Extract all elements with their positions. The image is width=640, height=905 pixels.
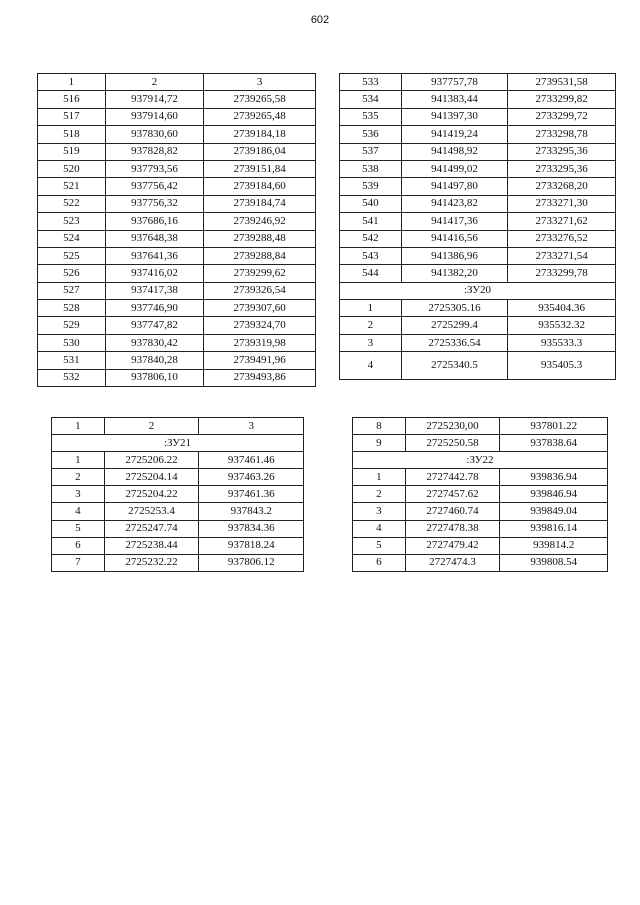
- table-cell: 6: [353, 554, 406, 571]
- table-cell: 939846.94: [500, 486, 608, 503]
- table-cell: 2733271,62: [508, 213, 616, 230]
- table-cell: 516: [38, 91, 106, 108]
- table-cell: 937686,16: [105, 213, 204, 230]
- table-cell: 542: [340, 230, 402, 247]
- table-cell: 937747,82: [105, 317, 204, 334]
- table-cell: 526: [38, 265, 106, 282]
- table-cell: 2739186,04: [204, 143, 316, 160]
- table-cell: 2739288,48: [204, 230, 316, 247]
- table-row: [340, 108, 616, 125]
- table-cell: 3: [340, 334, 402, 351]
- table-cell: 937830,60: [105, 126, 204, 143]
- table-cell: 2725204.22: [104, 486, 199, 503]
- table-cell: 3: [353, 503, 406, 520]
- table-row: [38, 282, 316, 299]
- table-row: [340, 160, 616, 177]
- table-cell: 937801.22: [500, 418, 608, 435]
- table-row: [353, 486, 608, 503]
- table-cell: 937756,42: [105, 178, 204, 195]
- table-cell: 937834.36: [199, 520, 304, 537]
- table-cell: 2: [353, 486, 406, 503]
- table-cell: 937828,82: [105, 143, 204, 160]
- table-cell: 7: [52, 554, 105, 571]
- table-cell: 2725250.58: [405, 435, 500, 452]
- table-cell: 939814.2: [500, 537, 608, 554]
- table-cell: 5: [52, 520, 105, 537]
- table-row: [52, 537, 304, 554]
- table-cell: 2739319,98: [204, 334, 316, 351]
- section-row: [52, 435, 304, 452]
- table-cell: 531: [38, 352, 106, 369]
- table-cell: 521: [38, 178, 106, 195]
- table-row: [52, 503, 304, 520]
- table-cell: 937641,36: [105, 247, 204, 264]
- table-row: [52, 554, 304, 571]
- table-cell: 532: [38, 369, 106, 386]
- table-cell: 2739531,58: [508, 74, 616, 91]
- table-cell: 536: [340, 126, 402, 143]
- table-cell: 937830,42: [105, 334, 204, 351]
- table-cell: 529: [38, 317, 106, 334]
- table-cell: 937914,72: [105, 91, 204, 108]
- table-cell: 2739326,54: [204, 282, 316, 299]
- table-cell: 524: [38, 230, 106, 247]
- table-cell: 4: [52, 503, 105, 520]
- table-cell: 519: [38, 143, 106, 160]
- table-cell: 5: [353, 537, 406, 554]
- table-cell: 937793,56: [105, 160, 204, 177]
- table-cell: 937416,02: [105, 265, 204, 282]
- table-row: [38, 265, 316, 282]
- table-cell: 937417,38: [105, 282, 204, 299]
- table-row: [38, 317, 316, 334]
- table-row: [52, 418, 304, 435]
- table-row: [353, 469, 608, 486]
- table-row: [52, 520, 304, 537]
- table-cell: 2725336.54: [401, 334, 508, 351]
- coordinates-table-bottom-left: [51, 417, 304, 572]
- table-row: [52, 452, 304, 469]
- table-cell: 2739265,58: [204, 91, 316, 108]
- table-cell: 2739151,84: [204, 160, 316, 177]
- table-cell: 941416,56: [401, 230, 508, 247]
- table-cell: 535: [340, 108, 402, 125]
- table-cell: 2739299,62: [204, 265, 316, 282]
- table-row: [340, 300, 616, 317]
- table-cell: 2727442.78: [405, 469, 500, 486]
- table-cell: 937757,78: [401, 74, 508, 91]
- table-cell: 2733295,36: [508, 143, 616, 160]
- table-cell: 2733276,52: [508, 230, 616, 247]
- section-label: :ЗУ20: [340, 282, 616, 299]
- table-cell: 1: [353, 469, 406, 486]
- table-row: [38, 334, 316, 351]
- table-cell: 941382,20: [401, 265, 508, 282]
- table-cell: 527: [38, 282, 106, 299]
- table-cell: 4: [340, 352, 402, 380]
- table-cell: 2725253.4: [104, 503, 199, 520]
- table-cell: 2733271,30: [508, 195, 616, 212]
- table-cell: 538: [340, 160, 402, 177]
- table-row: [340, 74, 616, 91]
- coordinates-table-top-right: [339, 73, 616, 380]
- table-row: [340, 213, 616, 230]
- table-cell: 2: [104, 418, 199, 435]
- section-label: :ЗУ21: [52, 435, 304, 452]
- table-cell: 8: [353, 418, 406, 435]
- table-cell: 540: [340, 195, 402, 212]
- table-cell: 939808.54: [500, 554, 608, 571]
- table-cell: 941386,96: [401, 247, 508, 264]
- table-cell: 2727479.42: [405, 537, 500, 554]
- page-number: 602: [310, 14, 330, 26]
- table-row: [38, 143, 316, 160]
- table-cell: 937461.46: [199, 452, 304, 469]
- table-row: [340, 230, 616, 247]
- table-cell: 2725299.4: [401, 317, 508, 334]
- table-row: [38, 91, 316, 108]
- table-row: [340, 265, 616, 282]
- table-cell: 1: [52, 418, 105, 435]
- table-cell: 539: [340, 178, 402, 195]
- table-cell: 937818.24: [199, 537, 304, 554]
- table-row: [38, 178, 316, 195]
- table-cell: 937461.36: [199, 486, 304, 503]
- table-cell: 2733299,78: [508, 265, 616, 282]
- table-cell: 2725305.16: [401, 300, 508, 317]
- table-cell: 2727474.3: [405, 554, 500, 571]
- table-cell: 3: [204, 74, 316, 91]
- table-cell: 520: [38, 160, 106, 177]
- table-cell: 537: [340, 143, 402, 160]
- table-cell: 2733298,78: [508, 126, 616, 143]
- table-cell: 534: [340, 91, 402, 108]
- table-cell: 2: [105, 74, 204, 91]
- table-row: [340, 91, 616, 108]
- table-cell: 941419,24: [401, 126, 508, 143]
- table-row: [340, 195, 616, 212]
- table-cell: 937806,10: [105, 369, 204, 386]
- table-cell: 2733268,20: [508, 178, 616, 195]
- coordinates-table-bottom-right: [352, 417, 608, 572]
- table-row: [38, 230, 316, 247]
- table-cell: 2739246,92: [204, 213, 316, 230]
- table-cell: 941423,82: [401, 195, 508, 212]
- table-cell: 941497,80: [401, 178, 508, 195]
- table-cell: 937756,32: [105, 195, 204, 212]
- table-cell: 941397,30: [401, 108, 508, 125]
- table-cell: 2739184,18: [204, 126, 316, 143]
- table-cell: 941417,36: [401, 213, 508, 230]
- table-cell: 941499,02: [401, 160, 508, 177]
- table-cell: 544: [340, 265, 402, 282]
- table-cell: 939836.94: [500, 469, 608, 486]
- table-cell: 2733299,82: [508, 91, 616, 108]
- table-cell: 935533.3: [508, 334, 616, 351]
- section-row: [340, 282, 616, 299]
- table-cell: 937806.12: [199, 554, 304, 571]
- table-cell: 3: [199, 418, 304, 435]
- table-cell: 525: [38, 247, 106, 264]
- table-row: [38, 126, 316, 143]
- table-row: [38, 108, 316, 125]
- table-cell: 2727460.74: [405, 503, 500, 520]
- table-cell: 935405.3: [508, 352, 616, 380]
- table-cell: 2: [52, 469, 105, 486]
- table-cell: 939816.14: [500, 520, 608, 537]
- table-cell: 2725232.22: [104, 554, 199, 571]
- table-cell: 937463.26: [199, 469, 304, 486]
- table-cell: 2739288,84: [204, 247, 316, 264]
- table-cell: 2: [340, 317, 402, 334]
- table-cell: 2733299,72: [508, 108, 616, 125]
- table-cell: 2739491,96: [204, 352, 316, 369]
- table-cell: 1: [340, 300, 402, 317]
- table-row: [340, 334, 616, 351]
- table-cell: 935532.32: [508, 317, 616, 334]
- table-cell: 517: [38, 108, 106, 125]
- table-cell: 2727478.38: [405, 520, 500, 537]
- table-cell: 3: [52, 486, 105, 503]
- table-row: [340, 178, 616, 195]
- table-row: [353, 503, 608, 520]
- section-row: [353, 452, 608, 469]
- table-cell: 2733271,54: [508, 247, 616, 264]
- table-cell: 2739265,48: [204, 108, 316, 125]
- table-cell: 937914,60: [105, 108, 204, 125]
- table-cell: 2739184,60: [204, 178, 316, 195]
- table-cell: 935404.36: [508, 300, 616, 317]
- table-cell: 939849.04: [500, 503, 608, 520]
- table-row: [353, 418, 608, 435]
- table-row: [353, 520, 608, 537]
- table-cell: 937838.64: [500, 435, 608, 452]
- table-cell: 2739307,60: [204, 300, 316, 317]
- table-cell: 523: [38, 213, 106, 230]
- table-row: [38, 195, 316, 212]
- table-row: [340, 317, 616, 334]
- table-cell: 2739184,74: [204, 195, 316, 212]
- table-cell: 518: [38, 126, 106, 143]
- table-cell: 2727457.62: [405, 486, 500, 503]
- section-label: :ЗУ22: [353, 452, 608, 469]
- table-cell: 530: [38, 334, 106, 351]
- table-row: [38, 247, 316, 264]
- table-cell: 2725247.74: [104, 520, 199, 537]
- table-row: [38, 369, 316, 386]
- table-cell: 2725230,00: [405, 418, 500, 435]
- table-row: [353, 435, 608, 452]
- table-cell: 937840,28: [105, 352, 204, 369]
- table-row: [38, 300, 316, 317]
- table-row: [38, 74, 316, 91]
- table-cell: 937746,90: [105, 300, 204, 317]
- table-cell: 541: [340, 213, 402, 230]
- table-cell: 2739493,86: [204, 369, 316, 386]
- table-row: [340, 126, 616, 143]
- table-row: [38, 160, 316, 177]
- table-cell: 1: [38, 74, 106, 91]
- table-cell: 1: [52, 452, 105, 469]
- table-cell: 2725204.14: [104, 469, 199, 486]
- table-row: [353, 554, 608, 571]
- table-row: [38, 352, 316, 369]
- table-cell: 937648,38: [105, 230, 204, 247]
- table-cell: 522: [38, 195, 106, 212]
- table-row: [52, 486, 304, 503]
- table-cell: 2725238.44: [104, 537, 199, 554]
- table-row: [340, 143, 616, 160]
- table-row: [52, 469, 304, 486]
- table-row: [38, 213, 316, 230]
- table-cell: 941498,92: [401, 143, 508, 160]
- table-cell: 2739324,70: [204, 317, 316, 334]
- table-cell: 2725206.22: [104, 452, 199, 469]
- table-cell: 941383,44: [401, 91, 508, 108]
- table-cell: 9: [353, 435, 406, 452]
- table-row: [340, 247, 616, 264]
- table-row: [340, 352, 616, 380]
- table-cell: 2725340.5: [401, 352, 508, 380]
- table-row: [353, 537, 608, 554]
- table-cell: 528: [38, 300, 106, 317]
- table-cell: 533: [340, 74, 402, 91]
- coordinates-table-top-left: [37, 73, 316, 387]
- table-cell: 4: [353, 520, 406, 537]
- table-cell: 543: [340, 247, 402, 264]
- table-cell: 2733295,36: [508, 160, 616, 177]
- table-cell: 937843.2: [199, 503, 304, 520]
- table-cell: 6: [52, 537, 105, 554]
